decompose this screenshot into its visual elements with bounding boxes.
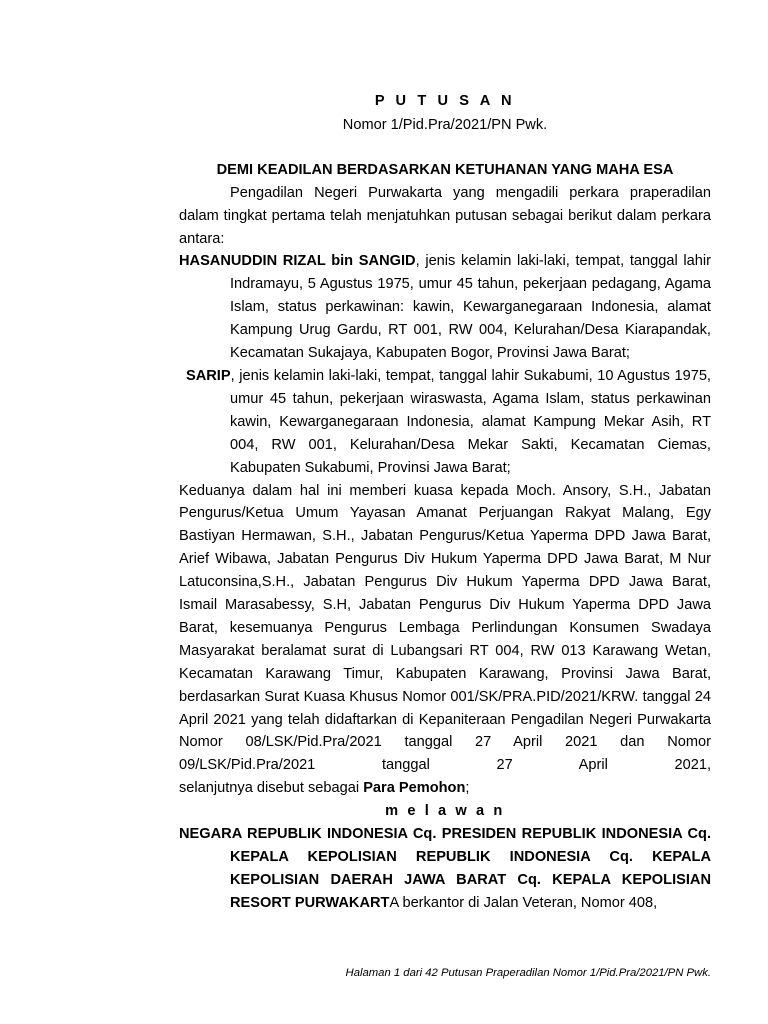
party-2-name: SARIP [186, 367, 231, 384]
applicant-designation [179, 777, 711, 800]
respondent-paragraph [179, 823, 711, 915]
versus-heading: m e l a w a n [385, 803, 505, 820]
intro-paragraph: Pengadilan Negeri Purwakarta yang mengadili perkara praperadilan dalam tingkat pertama telah menjatuhkan putusan sebagai berikut dalam perkara antara: [179, 184, 711, 247]
document-body [179, 90, 711, 915]
respondent-address: A berkantor di Jalan Veteran, Nomor 408, [389, 894, 658, 911]
applicant-designation-end: ; [465, 780, 470, 797]
power-of-attorney-paragraph: Keduanya dalam hal ini memberi kuasa kepada Moch. Ansory, S.H., Jabatan Pengurus/Ketua Umum Yayasan Amanat Perjuangan Rakyat Malang, Egy Bastiyan Hermawan, S.H., Jabatan Pengurus/Ketua Yaperma DPD Jawa Barat, Arief Wibawa, Jabatan Pengurus Div Hukum Yaperma DPD Jawa Barat, M Nur Latuconsina,S.H., Jabatan Pengurus Div Hukum Yaperma DPD Jawa Barat, Ismail Marasabessy, S.H, Jabatan Pengurus Div Hukum Yaperma DPD Jawa Barat, kesemuanya Pengurus Lembaga Perlindungan Konsumen Swadaya Masyarakat beralamat surat di Lubangsari RT 004, RW 013 Karawang Wetan, Kecamatan Karawang Timur, Kabupaten Karawang, Provinsi Jawa Barat, berdasarkan Surat Kuasa Khusus Nomor 001/SK/PRA.PID/2021/KRW. tanggal 24 April 2021 yang telah didaftarkan di Kepaniteraan Pengadilan Negeri Purwakarta Nomor 08/LSK/Pid.Pra/2021 tanggal 27 April 2021 dan Nomor 09/LSK/Pid.Pra/2021 tanggal 27 April 2021, [179, 482, 711, 774]
applicant-designation-text: selanjutnya disebut sebagai [179, 780, 364, 797]
document-title: P U T U S A N [374, 93, 516, 109]
party-2-details: , jenis kelamin laki-laki, tempat, tanggal lahir Sukabumi, 10 Agustus 1975, umur 45 tahun, pekerjaan wiraswasta, Agama Islam, status perkawinan kawin, Kewarganegaraan Indonesia, alamat Kampung Mekar Asih, RT 004, RW 001, Kelurahan/Desa Mekar Sakti, Kecamatan Ciemas, Kabupaten Sukabumi, Provinsi Jawa Barat; [230, 367, 711, 476]
invocation-heading: DEMI KEADILAN BERDASARKAN KETUHANAN YANG MAHA ESA [216, 161, 674, 178]
page-footer: Halaman 1 dari 42 Putusan Praperadilan Nomor 1/Pid.Pra/2021/PN Pwk. [345, 967, 711, 979]
applicant-label: Para Pemohon [363, 780, 466, 797]
party-1-name: HASANUDDIN RIZAL bin SANGID [179, 253, 416, 270]
party-1-details: , jenis kelamin laki-laki, tempat, tanggal lahir Indramayu, 5 Agustus 1975, umur 45 tahun, pekerjaan pedagang, Agama Islam, status perkawinan: kawin, Kewarganegaraan Indonesia, alamat Kampung Urug Gardu, RT 001, RW 004, Kelurahan/Desa Kiarapandak, Kecamatan Sukajaya, Kabupaten Bogor, Provinsi Jawa Barat; [230, 253, 711, 362]
party-2-paragraph [179, 365, 711, 480]
respondent-name: NEGARA REPUBLIK INDONESIA Cq. PRESIDEN REPUBLIK INDONESIA Cq. KEPALA KEPOLISIAN REPUBLIK INDONESIA Cq. KEPALA KEPOLISIAN DAERAH JAWA BARAT Cq. KEPALA KEPOLISIAN RESORT PURWAKART [179, 826, 711, 911]
case-number: Nomor 1/Pid.Pra/2021/PN Pwk. [342, 116, 548, 133]
party-1-paragraph [179, 250, 711, 365]
